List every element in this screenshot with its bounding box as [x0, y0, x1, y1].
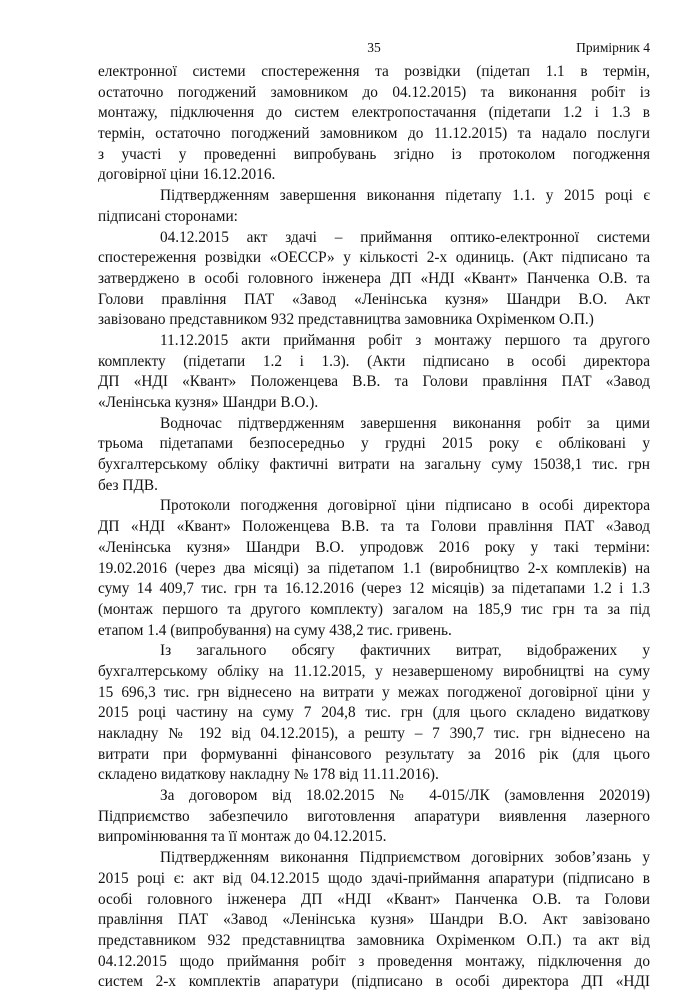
- paragraph: [98, 496, 650, 641]
- text-line: завізовано представником 932 представництва замовника Охріменком О.П.): [98, 311, 594, 329]
- text-line: Водночас підтвердженням завершення виконання робіт за цими: [160, 414, 650, 432]
- page-header: [98, 40, 650, 58]
- text-line: бухгалтерському обліку фактичні витрати на загальну суму 15038,1 тис. грн: [98, 456, 650, 474]
- text-line: випромінювання та її монтаж до 04.12.2015.: [98, 828, 387, 846]
- text-line: «Ленінська кузня» Шандри В.О. упродовж 2016 року у такі терміни:: [98, 538, 650, 556]
- text-line: термін, остаточно погоджений замовником до 11.12.2015) та надало послуги: [98, 125, 650, 143]
- text-line: 2015 році є: акт від 04.12.2015 щодо здачі-приймання апаратури (підписано в: [98, 869, 650, 887]
- text-line: систем 2-х комплектів апаратури (підписано в особі директора ДП «НДІ: [98, 973, 650, 991]
- text-line: ДП «НДІ «Квант» Положенцева В.В. та Голови правління ПАТ «Завод: [98, 373, 650, 391]
- text-line: 04.12.2015 щодо приймання робіт з проведення монтажу, підключення до: [98, 952, 650, 970]
- paragraph: [98, 848, 650, 993]
- text-line: з участі у проведенні випробувань згідно із протоколом погодження: [98, 145, 650, 163]
- page-number: 35: [367, 40, 381, 55]
- text-line: електронної системи спостереження та розвідки (підетап 1.1 в термін,: [98, 63, 650, 80]
- paragraph: [98, 414, 650, 497]
- text-line: суму 14 409,7 тис. грн та 16.12.2016 (через 12 місяців) за підетапами 1.2 і 1.3: [98, 580, 650, 598]
- text-line: 15 696,3 тис. грн віднесено на витрати у межах погодженої договірної ціни у: [98, 683, 650, 701]
- text-line: підписані сторонами:: [98, 207, 238, 225]
- text-line: трьома підетапами безпосередньо у грудні 2015 року є обліковані у: [98, 435, 650, 453]
- text-line: затверджено в особі головного інженера ДП «НДІ «Квант» Панченка О.В. та: [98, 269, 650, 287]
- text-line: накладну № 192 від 04.12.2015), а решту – 7 390,7 тис. грн віднесено на: [98, 725, 650, 742]
- paragraph: [98, 331, 650, 414]
- text-line: бухгалтерському обліку на 11.12.2015, у незавершеному виробництві на суму: [98, 662, 650, 680]
- text-line: (монтаж першого та другого комплекту) загалом на 185,9 тис грн та за під: [98, 600, 650, 618]
- text-line: комплекту (підетапи 1.2 і 1.3). (Акти підписано в особі директора: [98, 352, 650, 370]
- paragraph: [98, 186, 650, 227]
- text-line: без ПДВ.: [98, 476, 158, 494]
- text-line: Підтвердженням завершення виконання підетапу 1.1. у 2015 році є: [160, 187, 650, 205]
- text-line: представником 932 представництва замовника Охріменком О.П.) та акт від: [98, 931, 650, 949]
- paragraph: [98, 786, 650, 848]
- text-line: 19.02.2016 (через два місяці) за підетапом 1.1 (виробництво 2-х комплеків) на: [98, 559, 650, 577]
- text-line: Підприємство забезпечило виготовлення апаратури виявлення лазерного: [98, 807, 650, 825]
- text-line: спостереження розвідки «ОЕССР» у кількості 2-х одиниць. (Акт підписано та: [98, 249, 650, 267]
- paragraph: [98, 228, 650, 331]
- text-line: правління ПАТ «Завод «Ленінська кузня» Шандри В.О. Акт завізовано: [98, 911, 650, 929]
- text-line: остаточно погоджений замовником до 04.12.2015) та виконання робіт із: [98, 83, 650, 101]
- text-line: складено видаткову накладну № 178 від 11.11.2016).: [98, 766, 439, 784]
- text-line: «Ленінська кузня» Шандри В.О.).: [98, 394, 319, 411]
- paragraph: [98, 641, 650, 786]
- document-body: [98, 62, 650, 993]
- text-line: 04.12.2015 акт здачі – приймання оптико-електронної системи: [160, 228, 650, 246]
- text-line: ДП «НДІ «Квант» Положенцева В.В. та та Голови правління ПАТ «Завод: [98, 518, 650, 536]
- text-line: особі головного інженера ДП «НДІ «Квант» Панченка О.В. та Голови: [98, 890, 650, 908]
- paragraph: [98, 62, 650, 186]
- text-line: 11.12.2015 акти приймання робіт з монтажу першого та другого: [160, 331, 650, 349]
- text-line: 2015 році частину на суму 7 204,8 тис. грн (для цього складено видаткову: [98, 704, 650, 722]
- text-line: Голови правління ПАТ «Завод «Ленінська кузня» Шандри В.О. Акт: [98, 290, 650, 308]
- text-line: Із загального обсягу фактичних витрат, відображених у: [160, 642, 650, 660]
- copy-mark: Примірник 4: [576, 40, 650, 55]
- text-line: монтажу, підключення до систем електропостачання (підетапи 1.2 і 1.3 в: [98, 104, 650, 122]
- text-line: договірної ціни 16.12.2016.: [98, 166, 276, 184]
- text-line: За договором від 18.02.2015 № 4-015/ЛК (замовлення 202019): [160, 787, 650, 805]
- text-line: Протоколи погодження договірної ціни підписано в особі директора: [160, 497, 650, 515]
- text-line: Підтвердженням виконання Підприємством договірних зобов’язань у: [160, 849, 650, 867]
- text-line: етапом 1.4 (випробування) на суму 438,2 тис. гривень.: [98, 621, 452, 639]
- text-line: витрати при формуванні фінансового результату за 2016 рік (для цього: [98, 745, 650, 763]
